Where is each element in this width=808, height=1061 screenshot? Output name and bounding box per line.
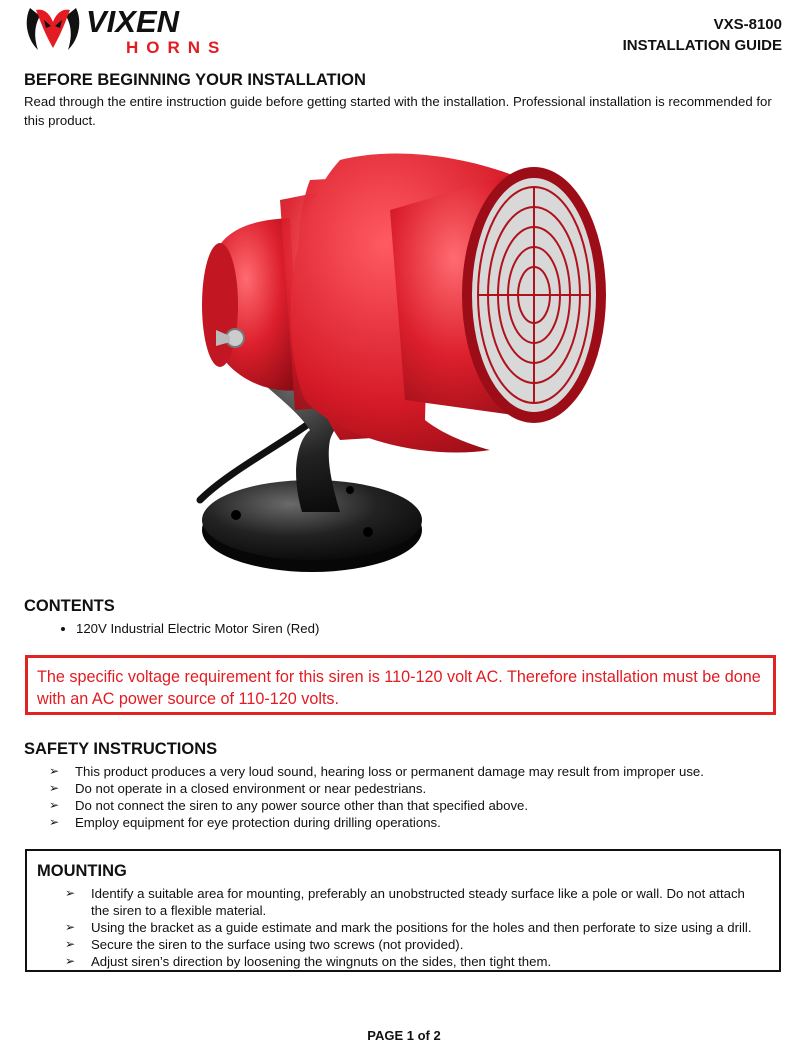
safety-item [24,797,782,814]
safety-title: SAFETY INSTRUCTIONS [24,740,218,758]
safety-item-text: Do not connect the siren to any power source other than that specified above. [75,798,529,813]
mounting-list [37,885,779,970]
arrow-bullet-icon: ➢ [65,920,76,934]
intro-section [24,71,782,130]
siren-product-image [190,140,614,584]
intro-title: BEFORE BEGINNING YOUR INSTALLATION [24,71,366,89]
safety-section [24,740,782,831]
intro-text: Read through the entire instruction guide before getting started with the installation. Professional installation is recommended for this product. [24,94,772,128]
model-number: VXS-8100 [713,16,782,33]
document-header [623,14,782,56]
grille-icon [478,187,590,403]
arrow-bullet-icon: ➢ [49,798,60,812]
mounting-item [37,936,779,953]
mounting-box [25,849,781,972]
contents-list [24,620,782,638]
safety-list [24,763,782,831]
safety-item [24,814,782,831]
mounting-item [37,885,779,919]
arrow-bullet-icon: ➢ [65,954,76,968]
arrow-bullet-icon: ➢ [65,886,76,900]
contents-item-text: 120V Industrial Electric Motor Siren (Red) [76,621,320,636]
arrow-bullet-icon: ➢ [49,815,60,829]
voltage-warning-box [25,655,776,715]
fox-head-icon [27,8,80,50]
voltage-warning-text: The specific voltage requirement for this siren is 110-120 volt AC. Therefore installation must be done with an AC power source of 110-120 volts. [37,668,761,708]
page-number: PAGE 1 of 2 [367,1028,441,1043]
safety-item-text: Employ equipment for eye protection during drilling operations. [75,815,441,830]
arrow-bullet-icon: ➢ [49,781,60,795]
logo-word-horns: HORNS [126,38,228,56]
arrow-bullet-icon: ➢ [65,937,76,951]
contents-section [24,597,782,638]
mounting-item-text: Secure the siren to the surface using two screws (not provided). [91,937,464,952]
contents-item [76,620,782,638]
safety-item-text: This product produces a very loud sound, hearing loss or permanent damage may result from improper use. [75,764,704,779]
mounting-item-text: Adjust siren’s direction by loosening the wingnuts on the sides, then tight them. [91,954,552,969]
safety-item-text: Do not operate in a closed environment or near pedestrians. [75,781,427,796]
vixen-horns-logo [22,2,244,56]
document-type: INSTALLATION GUIDE [622,37,782,54]
logo-word-vixen: VIXEN [86,4,180,39]
arrow-bullet-icon: ➢ [49,764,60,778]
mounting-item [37,953,779,970]
safety-item [24,763,782,780]
mounting-item-text: Identify a suitable area for mounting, preferably an unobstructed steady surface like a pole or wall. Do not attach the siren to a flexible material. [91,886,745,918]
safety-item [24,780,782,797]
mounting-item-text: Using the bracket as a guide estimate and mark the positions for the holes and then perforate to size using a drill. [91,920,752,935]
mounting-item [37,919,779,936]
contents-title: CONTENTS [24,597,115,615]
mounting-title: MOUNTING [37,862,127,880]
